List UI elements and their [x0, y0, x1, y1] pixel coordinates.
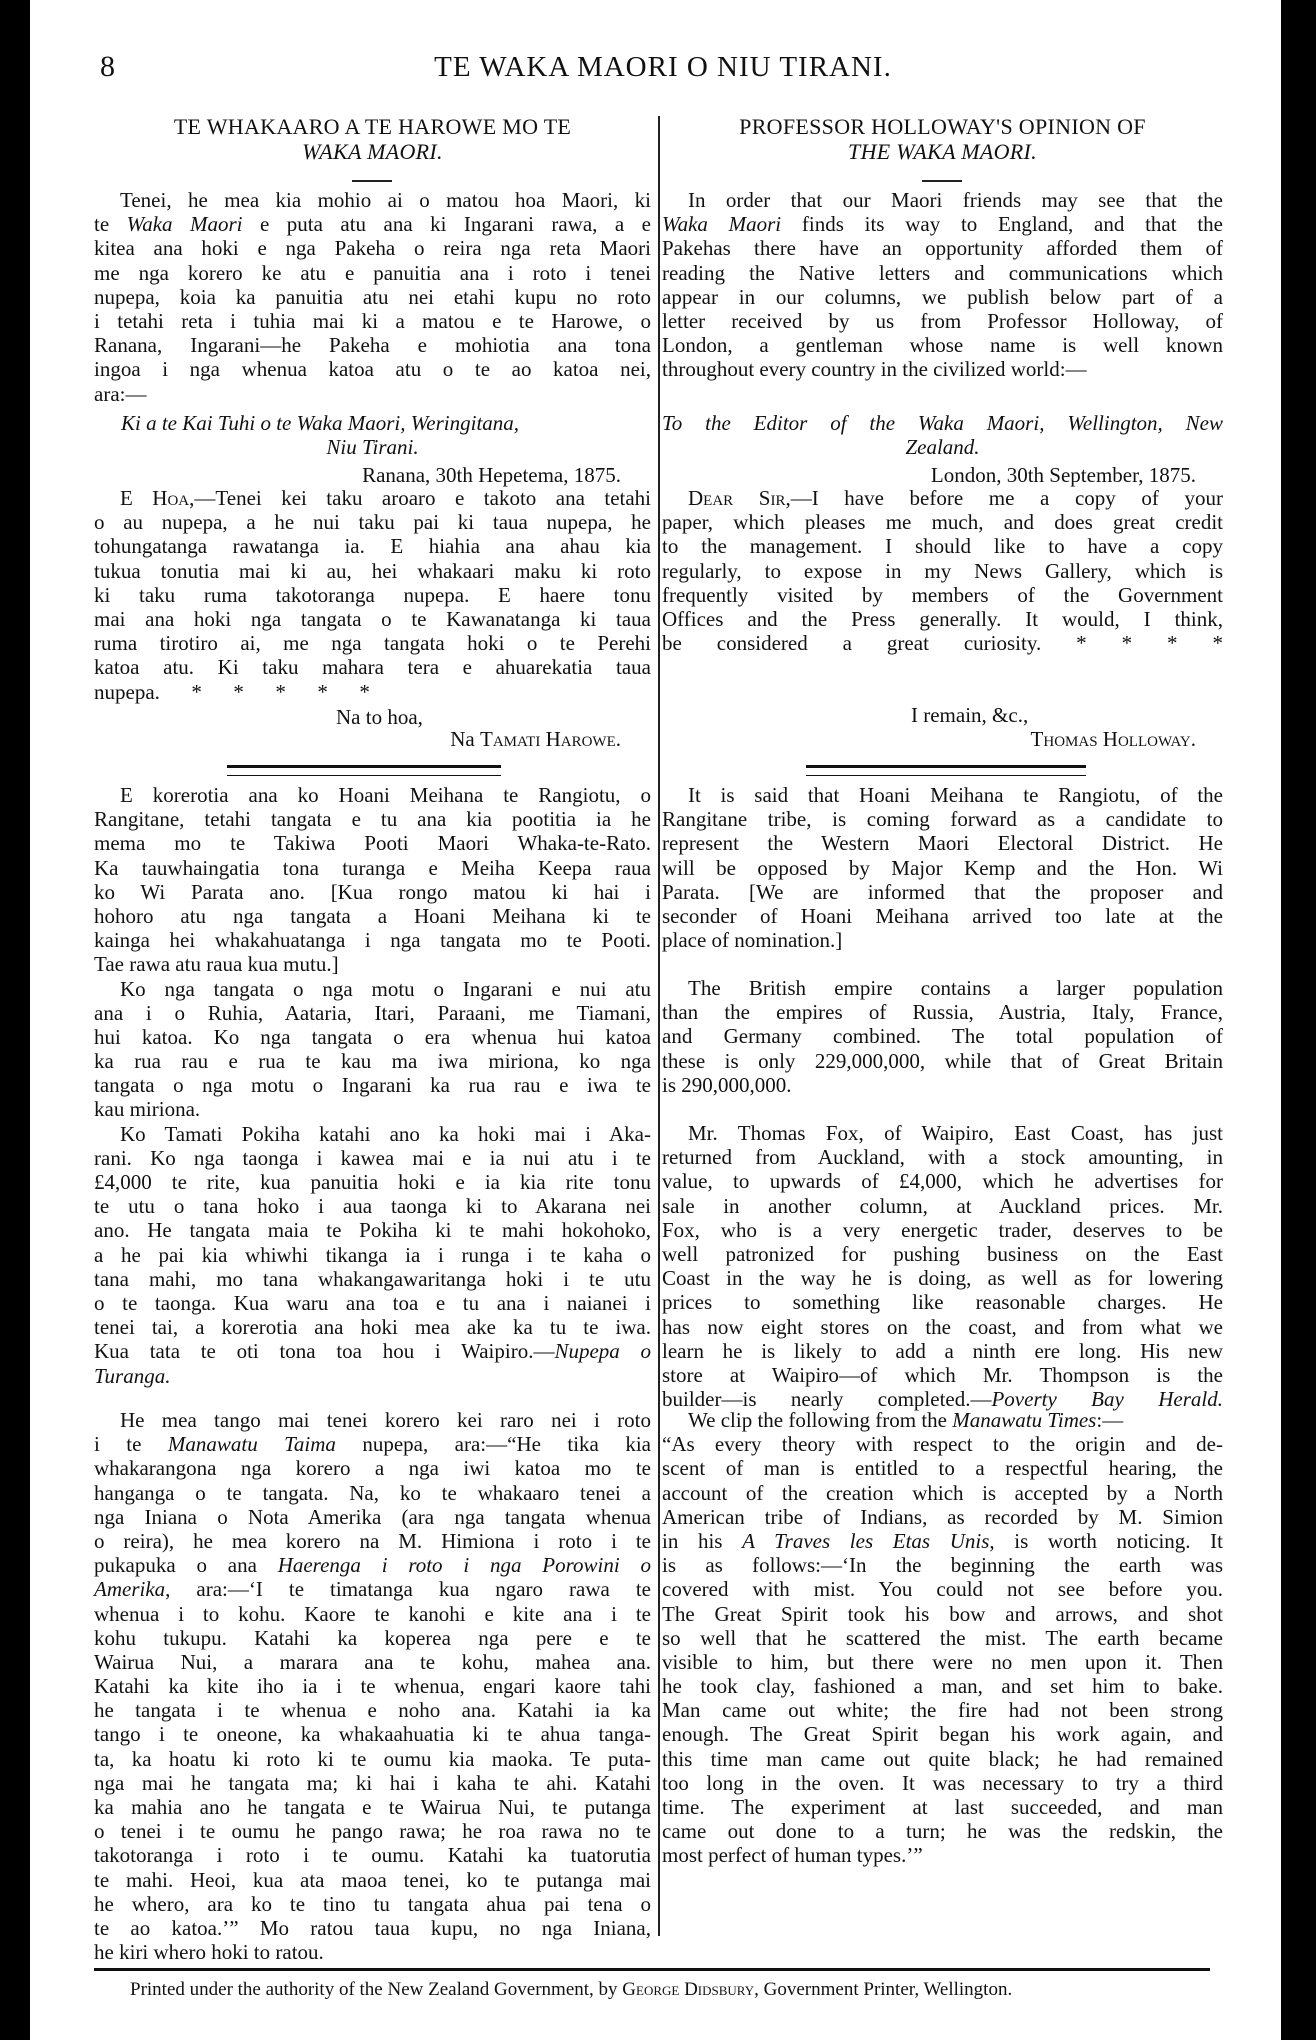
text-line: i tetahi reta i tuhia mai ki a matou e te Harowe, o [94, 308, 651, 333]
letter-body [662, 486, 1223, 655]
heading-rule [352, 180, 392, 182]
text-line: is as follows:—‘In the beginning the earth was [662, 1553, 1223, 1578]
text-line: nga Iniana o Nota Amerika (ara nga tangata whenua [94, 1504, 651, 1529]
article-body [662, 188, 1223, 382]
text-run: , Government Printer, Wellington. [754, 1979, 1013, 2000]
text-line: takotoranga i roto i te oumu. Katahi ka tuatorutia [94, 1843, 651, 1868]
text-line: Tae rawa atu raua kua mutu.] [94, 952, 339, 977]
letter-signature [960, 727, 1196, 751]
text-line: ka rua rau e rua te kau ma iwa miriona, ko nga [94, 1049, 651, 1074]
italic-run: Waka Maori [126, 212, 243, 237]
paragraph [662, 1408, 1223, 1432]
text-run: :— [1096, 1408, 1124, 1432]
column-divider [658, 116, 660, 1936]
text-line: nga mai he tangata ma; ki hai i kaha te ahi. Katahi [94, 1770, 651, 1795]
paragraph [94, 1122, 651, 1388]
text-line: seconder of Hoani Meihana arrived too late at the [662, 903, 1223, 928]
text-line: Ranana, Ingarani—he Pakeha e mohiotia ana tona [94, 333, 651, 358]
text-line [662, 212, 1223, 236]
text-line: ta, ka hoatu ki roto ki te oumu kia maoka. Te puta- [94, 1746, 651, 1771]
text-line: kau miriona. [94, 1097, 201, 1122]
text-line: Fox, who is a very energetic trader, deserves to be [662, 1217, 1223, 1242]
text-run: i te [94, 1432, 168, 1457]
text-line: tango i te oneone, ka whakaahuatia ki te ahua tanga- [94, 1722, 651, 1747]
text-line: covered with mist. You could not see before you. [662, 1577, 1223, 1602]
text-line: has now eight stores on the coast, and from what we [662, 1314, 1223, 1339]
text-line: kitea ana hoki e nga Pakeha o reira nga reta Maori [94, 236, 651, 261]
text-line: reading the Native letters and communications which [662, 260, 1223, 285]
text-run: E [120, 486, 153, 510]
text-run: e puta atu ana ki Ingarani rawa, a e [242, 212, 652, 237]
scan-edge-right [1281, 0, 1316, 2040]
text-run: in his [662, 1528, 743, 1553]
article-body [94, 188, 651, 406]
text-line: The Great Spirit took his bow and arrows, and shot [662, 1601, 1223, 1626]
text-line: whenua i to kohu. Kaore te kanohi e kite ana i te [94, 1601, 651, 1626]
section-rule [227, 765, 501, 776]
heading-line: THE WAKA MAORI. [848, 139, 1037, 164]
small-caps-run: George Didsbury [622, 1979, 755, 2000]
text-line: tangata o nga motu o Ingarani ka rua rau e iwa te [94, 1073, 651, 1098]
paragraph [94, 977, 651, 1122]
text-line: frequently visited by members of the Government [662, 582, 1223, 607]
text-line: mema mo te Takiwa Pooti Maori Whaka-te-Rato. [94, 831, 651, 856]
text-line: o reira), he mea korero na M. Himiona i roto i te [94, 1528, 651, 1553]
text-line: tukua tonutia mai ki au, hei whakaari maku ki roto [94, 558, 651, 583]
footer-rule [94, 1968, 1210, 1971]
text-line: value, to upwards of £4,000, which he advertises for [662, 1169, 1223, 1194]
text-line: prices to something like reasonable charges. He [662, 1290, 1223, 1315]
news-item-candidate [662, 783, 1223, 952]
text-line: o tenei i te oumu he pango rawa; he roa rawa no te [94, 1819, 651, 1844]
text-line: London, a gentleman whose name is well known [662, 333, 1223, 358]
letter-date: London, 30th September, 1875. [930, 463, 1196, 487]
italic-run: A Traves les Etas Unis [742, 1528, 990, 1553]
text-line: o te taonga. Kua waru ana toa e tu ana i naianei i [94, 1290, 651, 1315]
text-line: The British empire contains a larger population [688, 976, 1223, 1000]
article-heading-maori [94, 114, 651, 164]
text-line: well patronized for pushing business on the East [662, 1241, 1223, 1266]
letter-signoff: Na to hoa, [336, 705, 423, 729]
paragraph [662, 976, 1223, 1097]
text-run: pukapuka o ana [94, 1553, 278, 1578]
text-line: Rangitane tribe, is coming forward as a candidate to [662, 807, 1223, 832]
text-line: ano. He tangata maia te Pokiha ki te mahi hokohoko, [94, 1218, 651, 1243]
text-run: te [94, 212, 127, 237]
text-line: ingoa i nga whenua katoa atu o te ao katoa nei, [94, 357, 651, 382]
text-line: me nga korero ke atu e panuitia ana i roto i tenei [94, 260, 651, 285]
address-line: Zealand. [905, 435, 980, 460]
text-line: tana mahi, mo tana whakangawaritanga hoki i te utu [94, 1266, 651, 1291]
text-line: place of nomination.] [662, 928, 843, 953]
text-run: Kua tata te oti tona toa hou i Waipiro.— [94, 1339, 555, 1364]
small-caps-run: Dear Sir [688, 486, 786, 510]
text-line: tenei tai, a korerotia ana hoki mea ake ka tu te iwa. [94, 1315, 651, 1340]
text-line [94, 1364, 651, 1388]
text-line: hohoro atu nga tangata a Hoani Meihana ki te [94, 903, 651, 928]
paragraph [662, 486, 1223, 655]
text-line: tohungatanga rawatanga ia. E hiahia ana ahau kia [94, 534, 651, 559]
text-line: account of the creation which is accepted by a North [662, 1480, 1223, 1505]
text-line: throughout every country in the civilized world:— [662, 357, 1087, 382]
text-line: “As every theory with respect to the origin and de- [662, 1432, 1223, 1457]
text-line: Wairua Nui, a marara ana te kohu, mahea ana. [94, 1649, 651, 1674]
text-line: and Germany combined. The total population of [662, 1024, 1223, 1049]
text-run: ,—Tenei kei taku aroaro e takoto ana tetahi [189, 486, 652, 510]
printer-imprint [130, 1978, 1012, 2002]
text-line: regularly, to expose in my News Gallery, which is [662, 558, 1223, 583]
text-line: He mea tango mai tenei korero kei raro nei i roto [120, 1408, 651, 1432]
small-caps-run: Hoa [152, 486, 190, 510]
text-run: nupepa, ara:—“He tika kia [335, 1432, 651, 1457]
section-rule [806, 765, 1086, 776]
text-run: finds its way to England, and that the [781, 212, 1223, 237]
text-line: ana i o Ruhia, Aataria, Itari, Paraani, me Tiamani, [94, 1000, 651, 1025]
text-line: It is said that Hoani Meihana te Rangiotu, of the [688, 783, 1223, 807]
text-line: kainga hei whakahuatanga i nga tangata mo te Pooti. [94, 928, 651, 953]
text-line: hanganga o te tangata. Na, ko te whakaaro tenei a [94, 1480, 651, 1505]
text-line [94, 1339, 651, 1363]
text-line [94, 486, 651, 510]
news-item-creation-legend [662, 1408, 1223, 1868]
paragraph [662, 1432, 1223, 1867]
text-line: £4,000 te rite, kua panuitia hoki e ia kia rite tonu [94, 1170, 651, 1194]
text-line: nupepa, koia ka panuitia atu nei etahi kupu no roto [94, 284, 651, 309]
text-line: Parata. [We are informed that the proposer and [662, 879, 1223, 904]
heading-rule [922, 180, 962, 182]
text-line: will be opposed by Major Kemp and the Hon. Wi [662, 855, 1223, 880]
text-line: nupepa. * * * * * [94, 679, 370, 704]
text-run: Printed under the authority of the New Zealand Government, by [130, 1979, 623, 2000]
text-line: visible to him, but there were no men upon it. Then [662, 1649, 1223, 1674]
text-line: kohu tukupu. Katahi ka koperea nga pere e te [94, 1625, 651, 1650]
letter-signoff: I remain, &c., [911, 703, 1029, 727]
text-line: E korerotia ana ko Hoani Meihana te Rangiotu, o [120, 783, 651, 807]
text-line: he whero, ara ko te tino tu tangata ahua pai tena o [94, 1891, 651, 1916]
address-line: Ki a te Kai Tuhi o te Waka Maori, Weringitana, [121, 411, 520, 435]
text-line: In order that our Maori friends may see that the [688, 188, 1223, 212]
paragraph [94, 783, 651, 977]
italic-run: Manawatu Taima [167, 1432, 336, 1457]
text-line: Katahi ka kite iho ia i te whenua, engari kaore tahi [94, 1674, 651, 1699]
paragraph [662, 783, 1223, 952]
italic-run: Manawatu Times [952, 1408, 1097, 1432]
text-line: Tenei, he mea kia mohio ai o matou hoa Maori, ki [120, 188, 651, 212]
letter-address [662, 411, 1223, 459]
text-line: most perfect of human types.’” [662, 1843, 923, 1868]
paragraph [94, 486, 651, 704]
text-line: a he pai kia whiwhi tikanga ia i runga i te kaha o [94, 1242, 651, 1267]
heading-line: WAKA MAORI. [302, 139, 443, 164]
text-line: too long in the oven. It was necessary to try a third [662, 1770, 1223, 1795]
text-line: appear in our columns, we publish below part of a [662, 284, 1223, 309]
text-line: returned from Auckland, with a stock amounting, in [662, 1145, 1223, 1170]
text-line: be considered a great curiosity. * * * * [662, 631, 1223, 656]
text-line: enough. The Great Spirit began his work again, and [662, 1722, 1223, 1747]
text-line: ki taku ruma takotoranga nupepa. E haere tonu [94, 582, 651, 607]
text-line: ara:— [94, 381, 147, 406]
small-caps-run: Thomas Holloway. [1030, 727, 1196, 751]
text-run: Na [450, 727, 481, 751]
text-line: letter received by us from Professor Holloway, of [662, 308, 1223, 333]
text-line [94, 1577, 651, 1601]
text-line: this time man came out quite black; he had remained [662, 1746, 1223, 1771]
text-run: ,—I have before me a copy of your [785, 486, 1223, 510]
text-line: Rangitane, tetahi tangata e tu ana kia pootitia ia he [94, 807, 651, 832]
text-line: Ko nga tangata o nga motu o Ingarani e nui atu [120, 976, 651, 1001]
text-line: paper, which pleases me much, and does great credit [662, 510, 1223, 535]
text-line: rani. Ko nga taonga i kawea mai e ia nui atu i te [94, 1145, 651, 1170]
text-line: te mahi. Heoi, kua ata maoa tenei, ko te putanga mai [94, 1867, 651, 1892]
text-run: We clip the following from the [688, 1408, 953, 1432]
text-line: to the management. I should like to have a copy [662, 534, 1223, 559]
news-item-thomas-fox [662, 1121, 1223, 1411]
text-line: Ka tauwhaingatia tona turanga e Meiha Keepa raua [94, 855, 651, 880]
text-line [662, 1408, 1223, 1432]
article-heading-english [662, 114, 1223, 164]
text-line: came out done to a turn; he was the redskin, the [662, 1819, 1223, 1844]
text-line: Ko Tamati Pokiha katahi ano ka hoki mai i Aka- [120, 1121, 651, 1146]
italic-run: Turanga. [94, 1363, 171, 1388]
text-line: American tribe of Indians, as recorded by M. Simion [662, 1504, 1223, 1529]
page-number: 8 [100, 50, 115, 83]
heading-line: TE WHAKAARO A TE HAROWE MO TE [173, 114, 572, 139]
letter-date: Ranana, 30th Hepetema, 1875. [362, 463, 621, 487]
text-line: he kiri whero hoki to ratou. [94, 1940, 324, 1965]
text-line: ka mahia ano he tangata e te Wairua Nui, te putanga [94, 1795, 651, 1819]
masthead-title: TE WAKA MAORI O NIU TIRANI. [434, 51, 892, 83]
text-line: Coast in the way he is doing, as well as for lowering [662, 1266, 1223, 1291]
text-line: te ao katoa.’” Mo ratou taua kupu, no nga Iniana, [94, 1915, 651, 1940]
letter-signature [420, 727, 621, 751]
italic-run: Poverty Bay Herald. [991, 1387, 1223, 1412]
text-line: is 290,000,000. [662, 1072, 792, 1097]
letter-body [94, 486, 651, 704]
text-line: these is only 229,000,000, while that of Great Britain [662, 1048, 1223, 1073]
text-line: o au nupepa, a he nui taku pai ki taua nupepa, he [94, 510, 651, 535]
text-line: he tangata i te whenua e noho ana. Katahi ia ka [94, 1698, 651, 1723]
news-item-maori-creation [94, 1408, 651, 1964]
text-line: ruma tirotiro ai, me nga tangata hoki o te Perehi [94, 631, 651, 656]
text-line [94, 1553, 651, 1577]
text-line: so well that he scattered the mist. The earth became [662, 1625, 1223, 1650]
paragraph [94, 188, 651, 406]
text-line: learn he is likely to add a ninth ere long. His new [662, 1338, 1223, 1363]
scan-edge-left [0, 0, 30, 2040]
text-line [94, 1432, 651, 1456]
text-line: he took clay, fashioned a man, and set him to bake. [662, 1674, 1223, 1699]
text-line: represent the Western Maori Electoral District. He [662, 831, 1223, 856]
italic-run: Nupepa o [554, 1339, 651, 1364]
text-run: , ara:—‘I te timatanga kua ngaro rawa te [165, 1577, 651, 1602]
text-line: Pakehas there have an opportunity afforded them of [662, 236, 1223, 261]
text-run: builder—is nearly completed.— [662, 1387, 992, 1412]
text-line [662, 1529, 1223, 1553]
paragraph [94, 1408, 651, 1964]
heading-line: PROFESSOR HOLLOWAY'S OPINION OF [739, 114, 1146, 139]
text-line [662, 486, 1223, 510]
text-line: scent of man is entitled to a respectful hearing, the [662, 1456, 1223, 1481]
address-line: Niu Tirani. [326, 435, 419, 460]
text-line: whakarangona nga korero a nga iwi katoa mo te [94, 1456, 651, 1481]
text-line: store at Waipiro—of which Mr. Thompson is the [662, 1362, 1223, 1387]
news-item-population [662, 976, 1223, 1097]
text-line: than the empires of Russia, Austria, Italy, France, [662, 1000, 1223, 1025]
paragraph [662, 188, 1223, 382]
text-line [94, 212, 651, 236]
news-items-maori [94, 783, 651, 1388]
text-line: sale in another column, at Auckland prices. Mr. [662, 1193, 1223, 1218]
text-line: hui katoa. Ko nga tangata o era whenua hui katoa [94, 1024, 651, 1049]
text-line: te utu o tana hoko i aua taonga ki to Akarana nei [94, 1194, 651, 1219]
text-line: Mr. Thomas Fox, of Waipiro, East Coast, has just [688, 1121, 1223, 1145]
italic-run: Haerenga i roto i nga Porowini o [277, 1553, 651, 1578]
text-line: ko Wi Parata ano. [Kua rongo matou ki hai i [94, 879, 651, 904]
text-line: time. The experiment at last succeeded, and man [662, 1795, 1223, 1819]
text-line: mai ana hoki nga tangata o te Kawanatanga ki taua [94, 606, 651, 631]
italic-run: Waka Maori [662, 212, 782, 237]
small-caps-run: Tamati Harowe. [480, 727, 621, 751]
paragraph [662, 1121, 1223, 1411]
letter-address [94, 411, 651, 459]
text-run: , is worth noticing. It [989, 1528, 1224, 1553]
address-line: To the Editor of the Waka Maori, Wellington, New [662, 411, 1223, 435]
italic-run: Amerika [94, 1577, 166, 1602]
text-line: Man came out white; the fire had not been strong [662, 1698, 1223, 1723]
text-line: katoa atu. Ki taku mahara tera e ahuarekatia taua [94, 655, 651, 680]
text-line: Offices and the Press generally. It would, I think, [662, 606, 1223, 631]
